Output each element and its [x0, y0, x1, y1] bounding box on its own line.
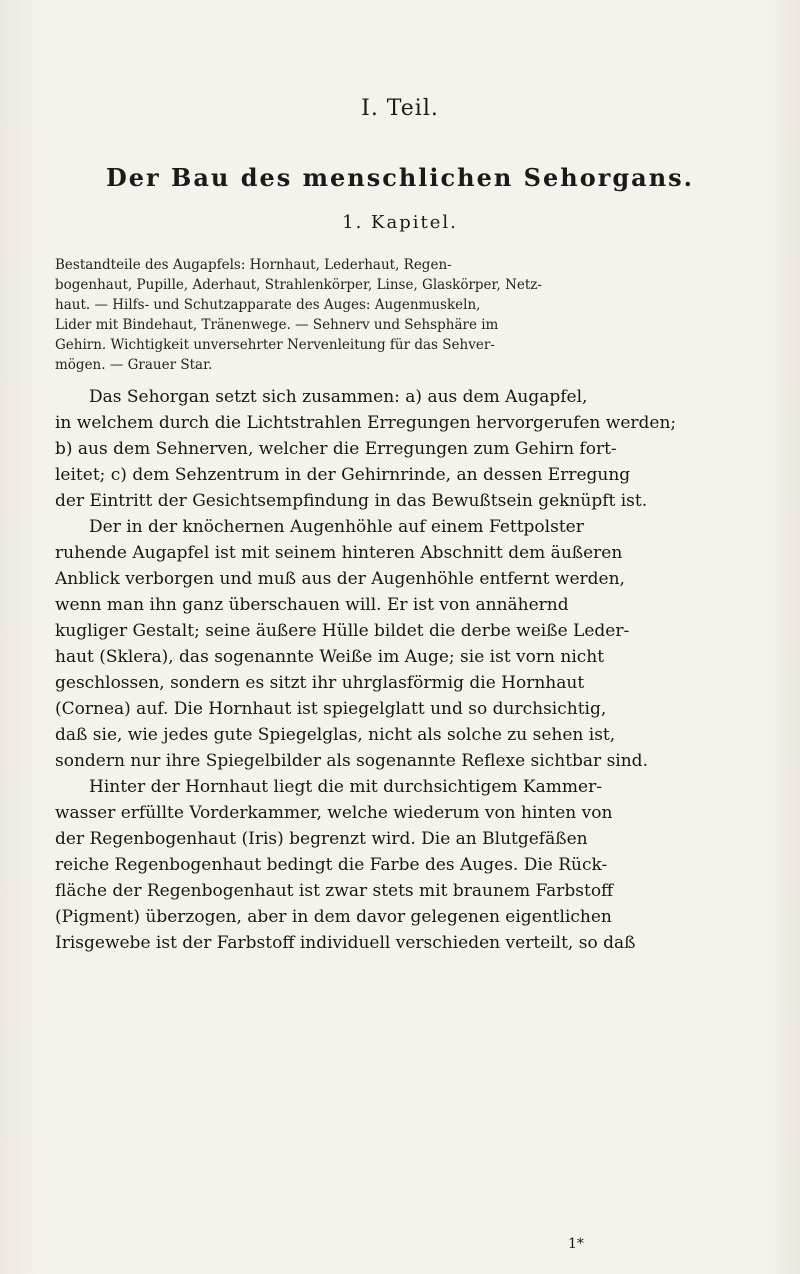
part-heading: I. Teil.	[361, 96, 439, 121]
page-title: Der Bau des menschlichen Sehorgans.	[105, 163, 695, 192]
body-line: der Eintritt der Gesichtsempfindung in das Bewußtsein geknüpft ist.	[55, 491, 648, 511]
body-line: (Cornea) auf. Die Hornhaut ist spiegelglatt und so durchsichtig,	[55, 699, 607, 719]
body-line: Irisgewebe ist der Farbstoff individuell verschieden verteilt, so daß	[55, 933, 636, 953]
body-line: Anblick verborgen und muß aus der Augenhöhle entfernt werden,	[55, 569, 625, 589]
body-line: fläche der Regenbogenhaut ist zwar stets mit braunem Farbstoff	[55, 881, 614, 901]
body-line: der Regenbogenhaut (Iris) begrenzt wird. Die an Blutgefäßen	[55, 829, 588, 849]
summary-line: mögen. — Grauer Star.	[55, 357, 213, 373]
body-line: sondern nur ihre Spiegelbilder als sogenannte Reflexe sichtbar sind.	[55, 751, 648, 771]
body-line: Hinter der Hornhaut liegt die mit durchsichtigem Kammer-	[89, 777, 602, 797]
body-line: geschlossen, sondern es sitzt ihr uhrglasförmig die Hornhaut	[55, 673, 585, 693]
summary-line: Bestandteile des Augapfels: Hornhaut, Lederhaut, Regen-	[55, 257, 452, 273]
summary-line: haut. — Hilfs- und Schutzapparate des Auges: Augenmuskeln,	[55, 297, 481, 313]
body-line: wenn man ihn ganz überschauen will. Er ist von annähernd	[55, 595, 569, 615]
body-line: Das Sehorgan setzt sich zusammen: a) aus dem Augapfel,	[89, 387, 588, 407]
chapter-heading: 1. Kapitel.	[342, 212, 458, 233]
summary-line: Lider mit Bindehaut, Tränenwege. — Sehnerv und Sehsphäre im	[55, 317, 499, 333]
body-line: Der in der knöchernen Augenhöhle auf einem Fettpolster	[89, 517, 584, 537]
body-line: reiche Regenbogenhaut bedingt die Farbe des Auges. Die Rück-	[55, 855, 608, 875]
body-line: daß sie, wie jedes gute Spiegelglas, nicht als solche zu sehen ist,	[55, 725, 616, 745]
body-line: wasser erfüllte Vorderkammer, welche wiederum von hinten von	[55, 803, 613, 823]
body-line: (Pigment) überzogen, aber in dem davor gelegenen eigentlichen	[55, 907, 612, 927]
body-line: b) aus dem Sehnerven, welcher die Erregungen zum Gehirn fort-	[55, 439, 617, 459]
chapter-summary	[55, 255, 745, 375]
summary-line: Gehirn. Wichtigkeit unversehrter Nervenleitung für das Sehver-	[55, 337, 495, 353]
body-text	[55, 384, 745, 956]
body-line: in welchem durch die Lichtstrahlen Erregungen hervorgerufen werden;	[55, 413, 677, 433]
body-line: ruhende Augapfel ist mit seinem hinteren Abschnitt dem äußeren	[55, 543, 623, 563]
body-line: kugliger Gestalt; seine äußere Hülle bildet die derbe weiße Leder-	[55, 621, 630, 641]
summary-line: bogenhaut, Pupille, Aderhaut, Strahlenkörper, Linse, Glaskörper, Netz-	[55, 277, 542, 293]
body-line: haut (Sklera), das sogenannte Weiße im Auge; sie ist vorn nicht	[55, 647, 605, 667]
page-number: 1*	[568, 1236, 584, 1252]
body-line: leitet; c) dem Sehzentrum in der Gehirnrinde, an dessen Erregung	[55, 465, 631, 485]
